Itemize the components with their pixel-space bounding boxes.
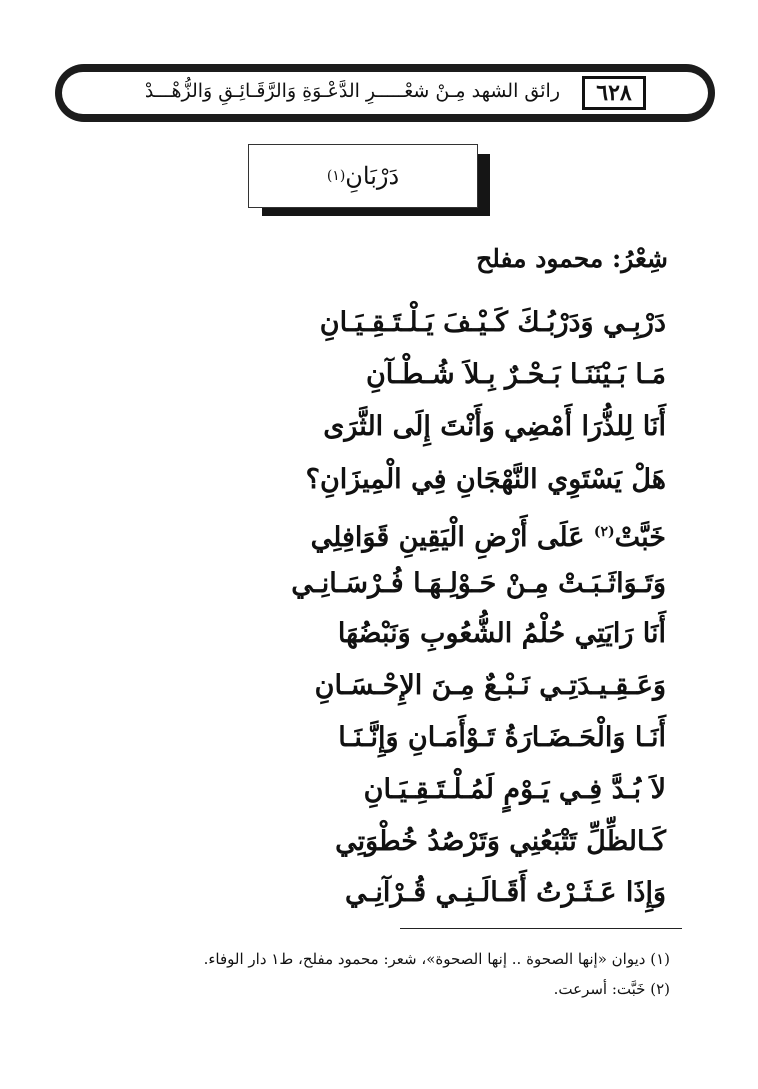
- verse-line: هَلْ يَسْتَوِي النَّهْجَانِ فِي الْمِيزَانِ؟: [305, 464, 666, 495]
- verse-footnote-ref: (٢): [593, 524, 615, 540]
- verse-line: أَنَـا وَالْحَـضَـارَةُ تَـوْأَمَـانِ وَإِنَّـنَـا: [338, 722, 666, 753]
- poem-title: دَرْبَانِ: [345, 162, 400, 190]
- verse-line: أَنَا لِلذُّرَا أَمْضِي وَأَنْتَ إِلَى الثَّرَى: [323, 411, 666, 442]
- footnote-1: (١) ديوان «إنها الصحوة .. إنها الصحوة»، شعر: محمود مفلح، ط١ دار الوفاء.: [203, 950, 670, 968]
- verse-line-with-ref: [86, 510, 666, 554]
- poet-line: شِعْرُ: محمود مفلح: [476, 244, 668, 273]
- verse-5-first-word: خَبَّتْ: [614, 522, 666, 553]
- verse-5-rest: عَلَى أَرْضِ الْيَقِينِ قَوَافِلِي: [310, 522, 585, 553]
- verse-line: وَإِذَا عَـثَـرْتُ أَقَـالَـنِـي قُـرْآنِـي: [344, 877, 666, 908]
- poem-title-footnote-ref: (١): [326, 168, 346, 184]
- verse-line: دَرْبِـي وَدَرْبُـكَ كَـيْـفَ يَـلْـتَـقِـيَـانِ: [319, 307, 666, 338]
- verse-line: كَـالظِّلِّ تَتْبَعُنِي وَتَرْصُدُ خُطْوَتِي: [335, 826, 666, 857]
- verse-line: أَنَا رَايَتِي حُلْمُ الشُّعُوبِ وَنَبْضُهَا: [337, 618, 666, 649]
- verse-line: وَتَـوَاثَـبَـتْ مِـنْ حَـوْلِـهَـا فُـرْسَـانِـي: [291, 568, 666, 599]
- running-title: رائق الشهد مِـنْ شعْـــــرِ الدَّعْـوَةِ وَالرَّقَـائِـقِ وَالزُّهْـــدْ: [144, 80, 560, 102]
- page-number: [582, 76, 646, 110]
- footnote-2: (٢) خَبَّت: أسرعت.: [553, 980, 670, 998]
- page-number-text: ٦٢٨: [596, 80, 632, 106]
- verse-line: مَـا بَـيْنَنَـا بَـحْـرٌ بِـلاَ شُـطْـآنِ: [365, 359, 666, 390]
- footnote-divider: [400, 928, 682, 929]
- verse-line: لاَ بُـدَّ فِـي يَـوْمٍ لَمُـلْـتَـقِـيَـانِ: [363, 774, 666, 805]
- verse-line: وَعَـقِـيـدَتِـي نَـبْـعٌ مِـنَ الإِحْـسَـانِ: [314, 670, 666, 701]
- poem-title-box: [248, 144, 478, 208]
